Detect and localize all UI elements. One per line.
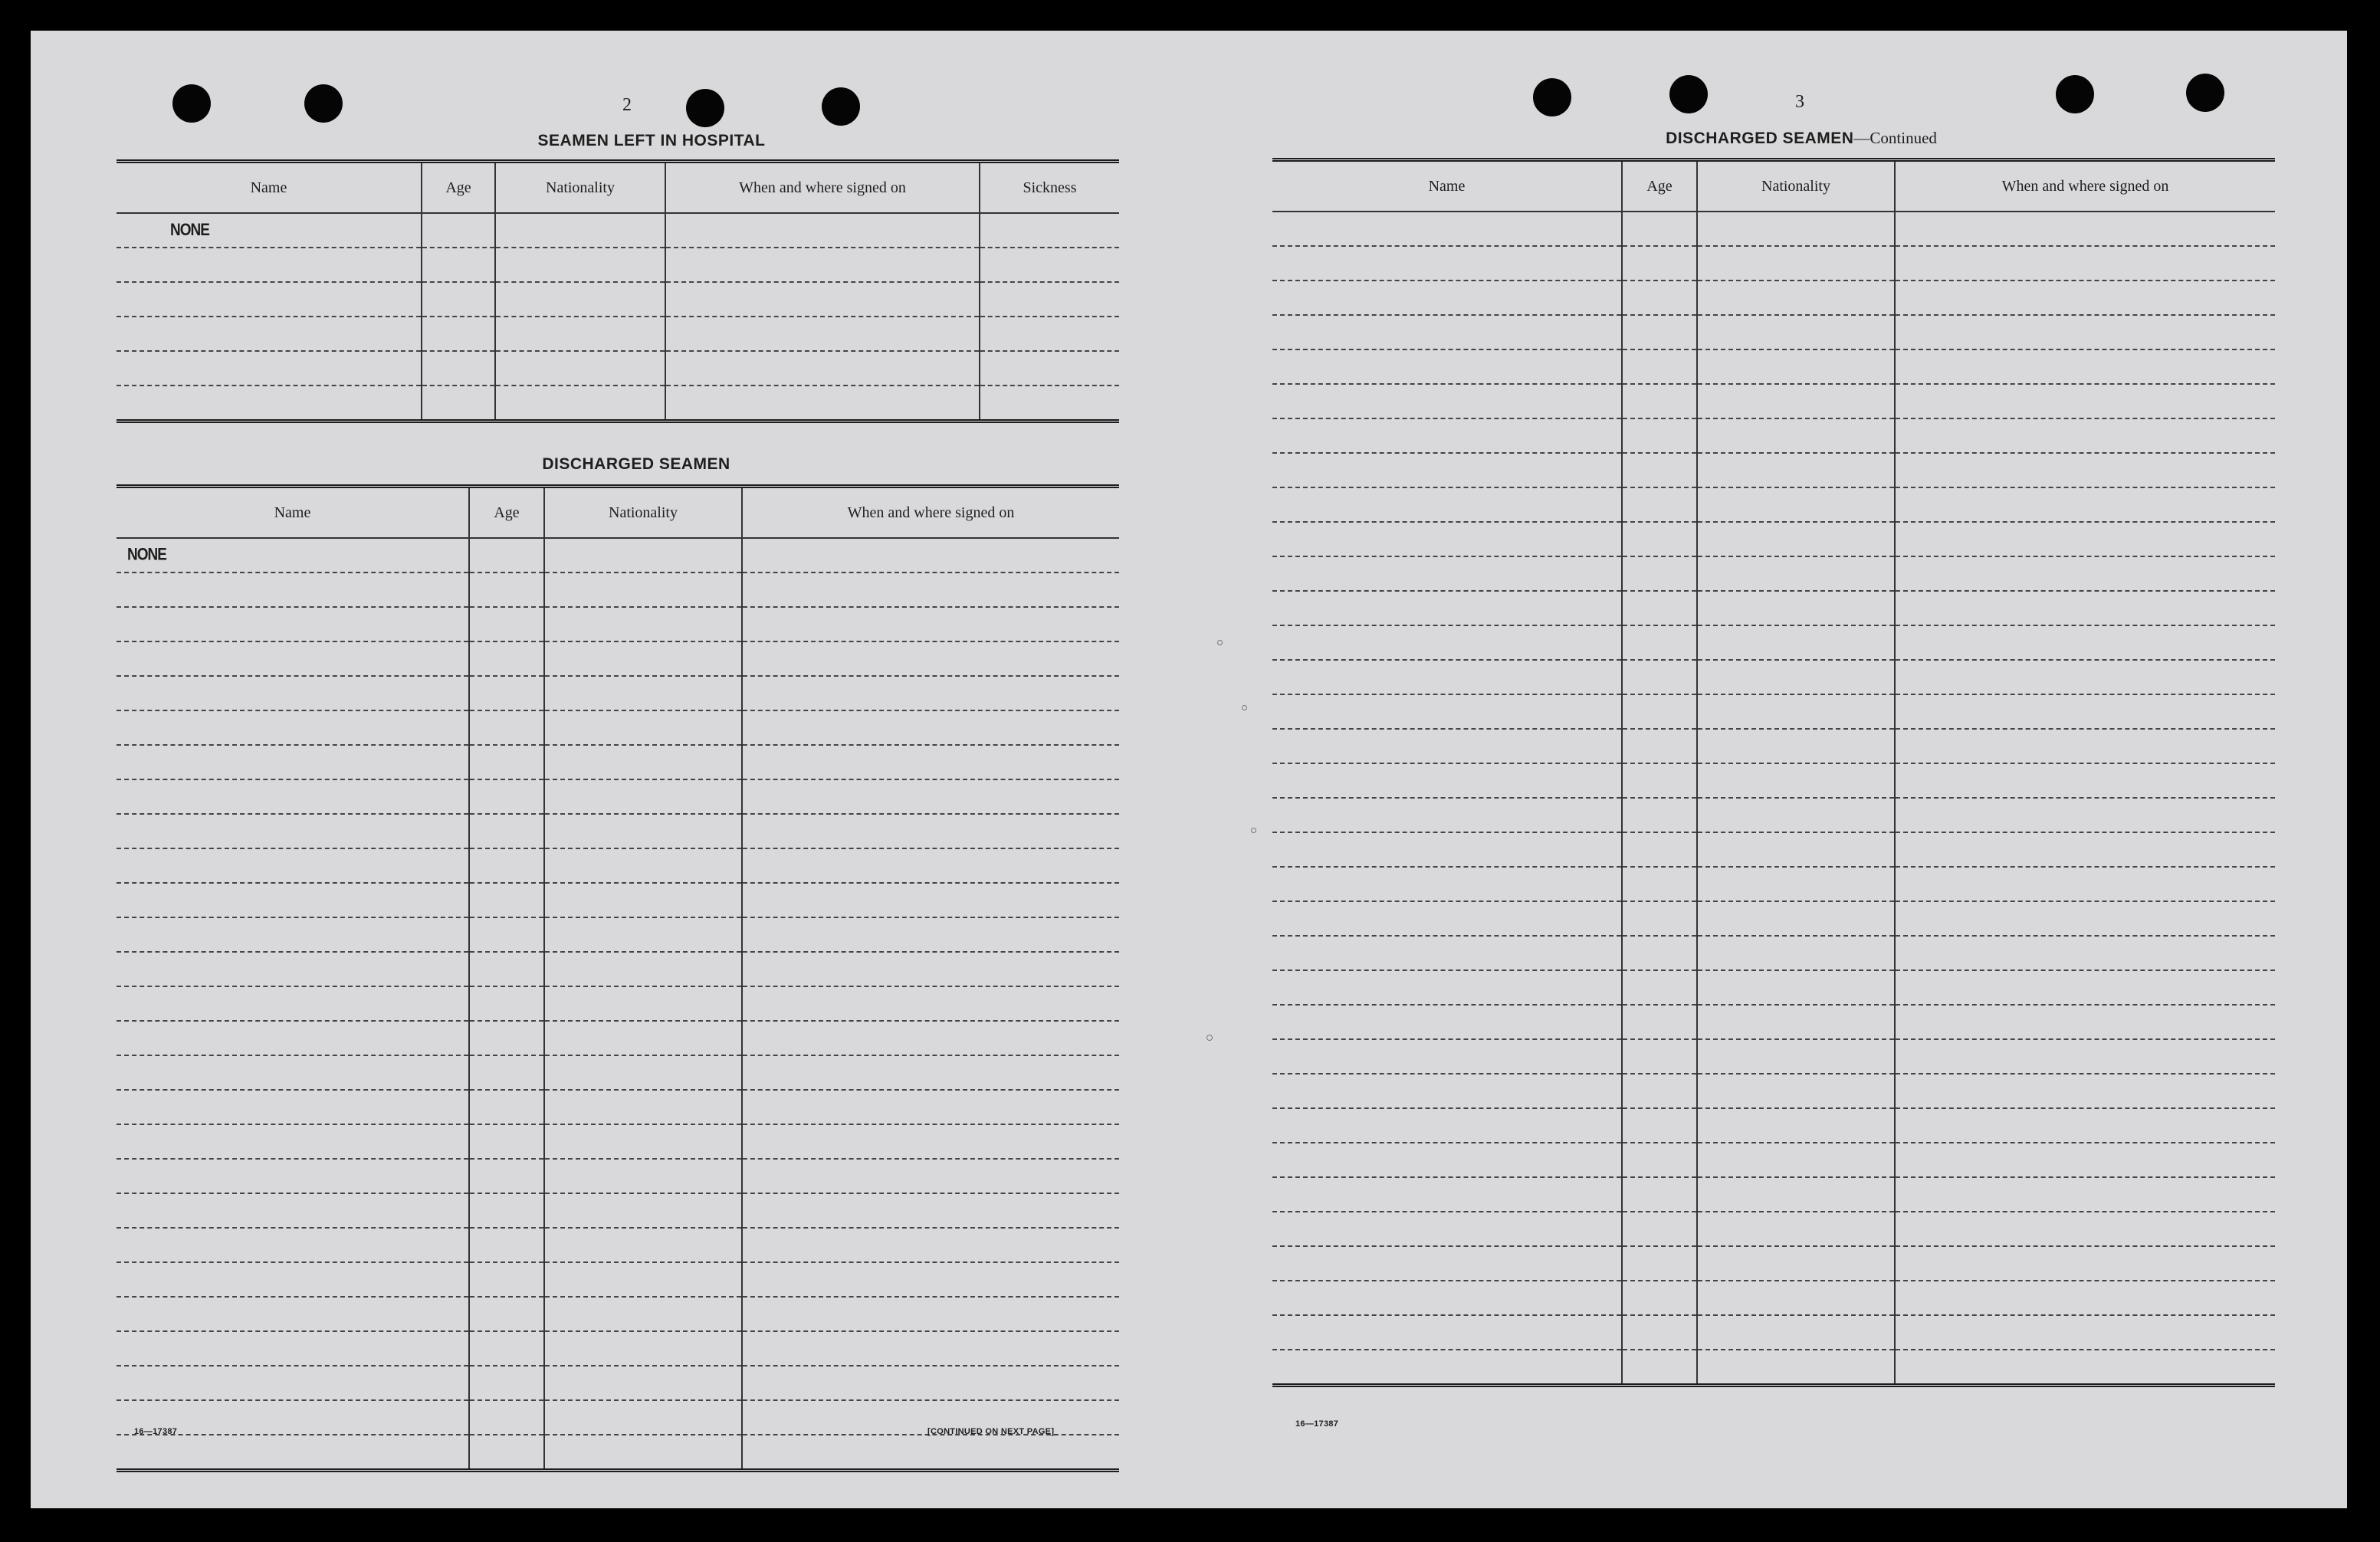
column-header-name: Name [1272,160,1622,212]
right-page [1226,31,2347,1508]
paper-speck [1206,1035,1213,1041]
table-header-row [1272,160,2275,212]
table-row [1272,1315,2275,1350]
page-number: 3 [1795,92,1804,112]
punch-hole [1533,78,1571,116]
none-stamp: NONE [127,546,166,565]
table-row [117,248,1119,282]
column-header-name: Name [117,487,469,539]
table-row [1272,867,2275,901]
punch-hole [1669,75,1708,113]
paper-speck [1251,828,1256,833]
table-row [117,1366,1119,1400]
table-row [117,1228,1119,1262]
table-row [1272,901,2275,936]
table-row [117,917,1119,952]
table-row [117,641,1119,676]
table-row [117,1331,1119,1366]
punch-hole [2056,75,2094,113]
table-row [117,282,1119,317]
table-row [117,538,1119,573]
column-header-age: Age [422,162,495,214]
punch-hole [686,89,724,127]
table-row [1272,625,2275,660]
column-header-age: Age [1622,160,1697,212]
discharged-table-left [117,484,1119,1472]
table-row [1272,660,2275,694]
table-row [1272,832,2275,867]
table-row [1272,1108,2275,1143]
punch-hole [2186,74,2224,112]
hospital-table [117,159,1119,423]
column-header-nationality: Nationality [1697,160,1895,212]
table-header-row [117,162,1119,214]
table-row [117,814,1119,848]
table-row [1272,453,2275,487]
column-header-nationality: Nationality [495,162,665,214]
table-row [1272,384,2275,418]
table-row [117,745,1119,779]
table-row [117,1262,1119,1297]
table-row [117,1297,1119,1331]
table-row [1272,418,2275,453]
table-row [1272,1281,2275,1315]
section-title-suffix: —Continued [1853,129,1937,147]
column-header-sickness: Sickness [980,162,1119,214]
table-row [1272,763,2275,798]
paper-speck [1242,705,1247,710]
table-row [117,848,1119,883]
table-row [117,213,1119,248]
table-row [117,779,1119,814]
table-row [1272,729,2275,763]
table-row [117,1159,1119,1193]
table-row [1272,1350,2275,1386]
column-header-signed-on: When and where signed on [1895,160,2275,212]
hospital-section-title: SEAMEN LEFT IN HOSPITAL [537,132,766,149]
table-row [117,351,1119,386]
form-number: 16—17387 [1295,1419,1339,1429]
table-row [117,676,1119,710]
table-row [117,386,1119,422]
table-row [1272,212,2275,246]
column-header-nationality: Nationality [544,487,742,539]
column-header-signed-on: When and where signed on [742,487,1119,539]
table-row [117,710,1119,745]
punch-hole [304,84,343,123]
table-row [1272,936,2275,970]
table-row [1272,970,2275,1005]
table-row [117,1090,1119,1124]
table-row [117,607,1119,641]
discharged-table-right [1272,158,2275,1387]
discharged-continued-title [1579,129,2024,148]
table-row [117,573,1119,607]
document-sheet [31,31,2347,1508]
column-header-name: Name [117,162,422,214]
table-row [117,952,1119,986]
table-row [1272,349,2275,384]
table-header-row [117,487,1119,539]
table-row [117,1021,1119,1055]
table-row [117,317,1119,351]
table-row [1272,1212,2275,1246]
form-number: 16—17387 [134,1427,178,1436]
column-header-signed-on: When and where signed on [665,162,980,214]
table-row [117,883,1119,917]
table-row [1272,487,2275,522]
section-title-text: DISCHARGED SEAMEN [1666,130,1854,147]
table-row [1272,522,2275,556]
table-row [117,986,1119,1021]
paper-speck [1217,640,1223,645]
table-row [117,1193,1119,1228]
table-row [1272,246,2275,281]
column-header-age: Age [469,487,544,539]
table-row [117,1055,1119,1090]
discharged-section-title: DISCHARGED SEAMEN [542,455,730,473]
table-row [1272,281,2275,315]
table-row [1272,1143,2275,1177]
left-page [31,31,1211,1508]
table-row [1272,556,2275,591]
table-row [1272,1005,2275,1039]
table-row [1272,1039,2275,1074]
punch-hole [822,87,860,126]
table-row [1272,1246,2275,1281]
punch-hole [172,84,211,123]
table-row [1272,315,2275,349]
table-row [117,1124,1119,1159]
page-number: 2 [622,95,632,115]
continued-note: [CONTINUED ON NEXT PAGE] [927,1427,1055,1436]
none-stamp: NONE [170,221,209,240]
table-row [1272,798,2275,832]
table-row [1272,1177,2275,1212]
table-row [1272,694,2275,729]
table-row [1272,591,2275,625]
table-row [1272,1074,2275,1108]
table-row [117,1435,1119,1471]
